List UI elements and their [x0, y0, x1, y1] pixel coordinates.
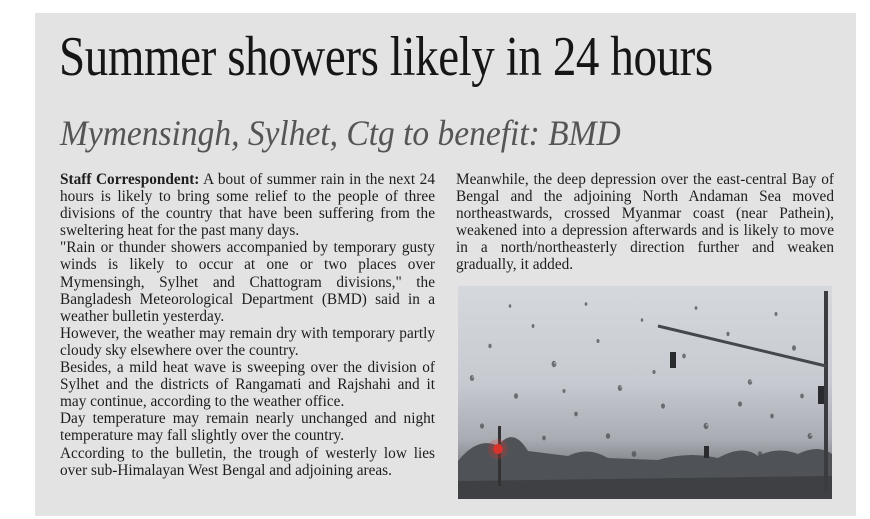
signal-arm	[658, 326, 826, 366]
paragraph: Day temperature may remain nearly unchanged and night temperature may fall slightly over the country.	[60, 410, 435, 445]
subheadline: Mymensingh, Sylhet, Ctg to benefit: BMD	[60, 113, 621, 153]
signal-head	[704, 446, 709, 458]
signal-head	[670, 352, 676, 368]
rain-drops	[470, 302, 813, 457]
paragraph: According to the bulletin, the trough of westerly low lies over sub-Himalayan West Bengal and adjoining areas.	[60, 444, 435, 479]
paragraph: Meanwhile, the deep depression over the east-central Bay of Bengal and the adjoining North Andaman Sea moved northeastwards, crossed Myanmar coast (near Pathein), weakened into a depression afterwards and is likely to move in a north/northeasterly direction further and weaken gradually, it added.	[456, 171, 834, 274]
paragraph-text: A bout of summer rain in the next 24 hours is likely to bring some relief to the people of three divisions of the country that have been suffering from the sweltering heat for the past many days.	[60, 171, 435, 240]
red-glow	[488, 439, 508, 459]
byline: Staff Correspondent:	[60, 171, 200, 188]
signal-pole	[824, 291, 828, 491]
paragraph: "Rain or thunder showers accompanied by temporary gusty winds is likely to occur at one or two places over Mymensingh, Sylhet and Chattogram divisions," the Bangladesh Meteorological Department (BMD) said in a weather bulletin yesterday.	[60, 239, 435, 325]
headline: Summer showers likely in 24 hours	[59, 26, 713, 88]
rain-drop-highlights	[472, 362, 812, 436]
rain-drops-on-windshield-photo	[458, 286, 832, 499]
newspaper-clipping	[35, 13, 856, 516]
signal-head	[818, 386, 824, 404]
article-column-left	[60, 171, 435, 479]
paragraph	[60, 171, 435, 239]
article-column-right	[456, 171, 834, 274]
paragraph: However, the weather may remain dry with temporary partly cloudy sky elsewhere over the country.	[60, 324, 435, 359]
paragraph: Besides, a mild heat wave is sweeping over the division of Sylhet and the districts of Rangamati and Rajshahi and it may continue, according to the weather office.	[60, 359, 435, 411]
photo-illustration	[458, 286, 832, 499]
